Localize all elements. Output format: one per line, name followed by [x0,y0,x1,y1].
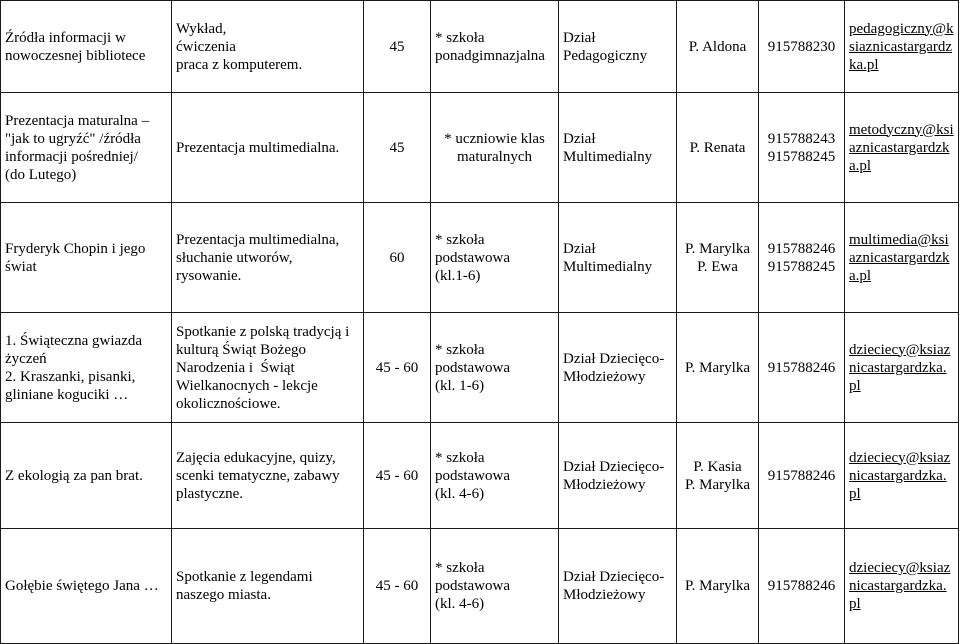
table-row [1,1,959,93]
topic-cell: Z ekologią za pan brat. [1,423,172,529]
form-cell: Zajęcia edukacyjne, quizy, scenki tematyczne, zabawy plastyczne. [172,423,364,529]
time-cell: 45 [364,93,431,203]
email-link[interactable]: dzieciecy@ksiaznicastargardzka.pl [845,529,959,644]
form-cell: Wykład, ćwiczenia praca z komputerem. [172,1,364,93]
topic-cell: Prezentacja maturalna – "jak to ugryźć" /źródła informacji pośredniej/ (do Lutego) [1,93,172,203]
time-cell: 60 [364,203,431,313]
form-cell: Spotkanie z legendami naszego miasta. [172,529,364,644]
table-row [1,203,959,313]
topic-cell: Fryderyk Chopin i jego świat [1,203,172,313]
form-cell: Spotkanie z polską tradycją i kulturą Świąt Bożego Narodzenia i Świąt Wielkanocnych - lekcje okolicznościowe. [172,313,364,423]
phone-cell: 915788246 [759,529,845,644]
audience-cell: * szkoła podstawowa (kl.1-6) [431,203,559,313]
time-cell: 45 - 60 [364,313,431,423]
phone-cell: 915788246 [759,313,845,423]
email-link[interactable]: metodyczny@ksiaznicastargardzka.pl [845,93,959,203]
table-row [1,423,959,529]
phone-cell: 915788230 [759,1,845,93]
department-cell: Dział Multimedialny [559,93,677,203]
form-cell: Prezentacja multimedialna. [172,93,364,203]
audience-cell: * szkoła ponadgimnazjalna [431,1,559,93]
email-link[interactable]: dzieciecy@ksiaznicastargardzka.pl [845,313,959,423]
audience-cell: * szkoła podstawowa (kl. 1-6) [431,313,559,423]
department-cell: Dział Dziecięco- Młodzieżowy [559,423,677,529]
email-link[interactable]: dzieciecy@ksiaznicastargardzka.pl [845,423,959,529]
audience-cell: * szkoła podstawowa (kl. 4-6) [431,423,559,529]
time-cell: 45 [364,1,431,93]
contact-cell: P. Marylka P. Ewa [677,203,759,313]
phone-cell: 915788243 915788245 [759,93,845,203]
form-cell: Prezentacja multimedialna, słuchanie utworów, rysowanie. [172,203,364,313]
contact-cell: P. Aldona [677,1,759,93]
table-row [1,529,959,644]
table-row [1,93,959,203]
topic-cell: 1. Świąteczna gwiazda życzeń 2. Kraszanki, pisanki, gliniane koguciki … [1,313,172,423]
contact-cell: P. Renata [677,93,759,203]
department-cell: Dział Dziecięco- Młodzieżowy [559,529,677,644]
contact-cell: P. Marylka [677,529,759,644]
audience-cell: * szkoła podstawowa (kl. 4-6) [431,529,559,644]
department-cell: Dział Dziecięco- Młodzieżowy [559,313,677,423]
contact-cell: P. Kasia P. Marylka [677,423,759,529]
email-link[interactable]: multimedia@ksiaznicastargardzka.pl [845,203,959,313]
topic-cell: Źródła informacji w nowoczesnej bibliotece [1,1,172,93]
contact-cell: P. Marylka [677,313,759,423]
time-cell: 45 - 60 [364,529,431,644]
phone-cell: 915788246 915788245 [759,203,845,313]
department-cell: Dział Multimedialny [559,203,677,313]
table-row [1,313,959,423]
department-cell: Dział Pedagogiczny [559,1,677,93]
audience-cell: * uczniowie klas maturalnych [431,93,559,203]
topic-cell: Gołębie świętego Jana … [1,529,172,644]
email-link[interactable]: pedagogiczny@ksiaznicastargardzka.pl [845,1,959,93]
phone-cell: 915788246 [759,423,845,529]
time-cell: 45 - 60 [364,423,431,529]
